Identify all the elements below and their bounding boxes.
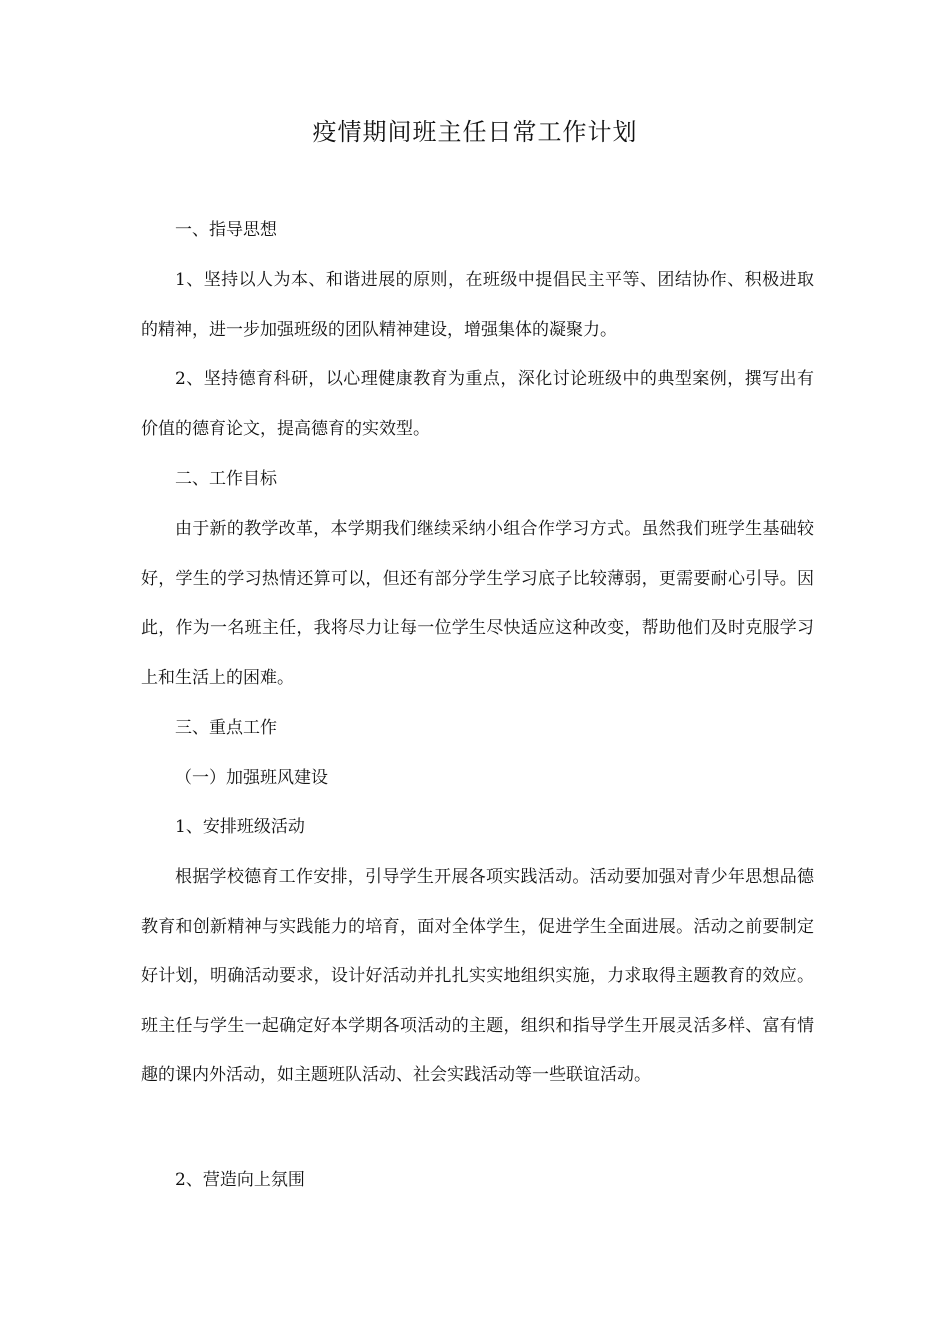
paragraph-item-1: 1、坚持以人为本、和谐进展的原则，在班级中提倡民主平等、团结协作、积极进取的精神，进一步加强班级的团队精神建设，增强集体的凝聚力。 (141, 270, 814, 340)
paragraph-class-activities: 根据学校德育工作安排，引导学生开展各项实践活动。活动要加强对青少年思想品德教育和创新精神与实践能力的培育，面对全体学生，促进学生全面进展。活动之前要制定好计划，明确活动要求，设计好活动并扎扎实实地组织实施，力求取得主题教育的效应。班主任与学生一起确定好本学期各项活动的主题，组织和指导学生开展灵活多样、富有情趣的课内外活动，如主题班队活动、社会实践活动等一些联谊活动。 (141, 867, 814, 1085)
section-heading-key-work: 三、重点工作 (175, 718, 277, 738)
section-heading-work-goals: 二、工作目标 (175, 469, 277, 489)
item-heading-atmosphere: 2、营造向上氛围 (175, 1170, 305, 1190)
paragraph-work-goals: 由于新的教学改革，本学期我们继续采纳小组合作学习方式。虽然我们班学生基础较好，学生的学习热情还算可以，但还有部分学生学习底子比较薄弱，更需要耐心引导。因此，作为一名班主任，我将尽力让每一位学生尽快适应这种改变，帮助他们及时克服学习上和生活上的困难。 (141, 519, 814, 688)
paragraph-item-2: 2、坚持德育科研，以心理健康教育为重点，深化讨论班级中的典型案例，撰写出有价值的德育论文，提高德育的实效型。 (141, 369, 814, 439)
document-title: 疫情期间班主任日常工作计划 (312, 118, 638, 146)
subsection-heading-class-style: （一）加强班风建设 (175, 768, 328, 788)
section-heading-guiding-ideology: 一、指导思想 (175, 220, 277, 240)
item-heading-class-activities: 1、安排班级活动 (175, 817, 305, 837)
